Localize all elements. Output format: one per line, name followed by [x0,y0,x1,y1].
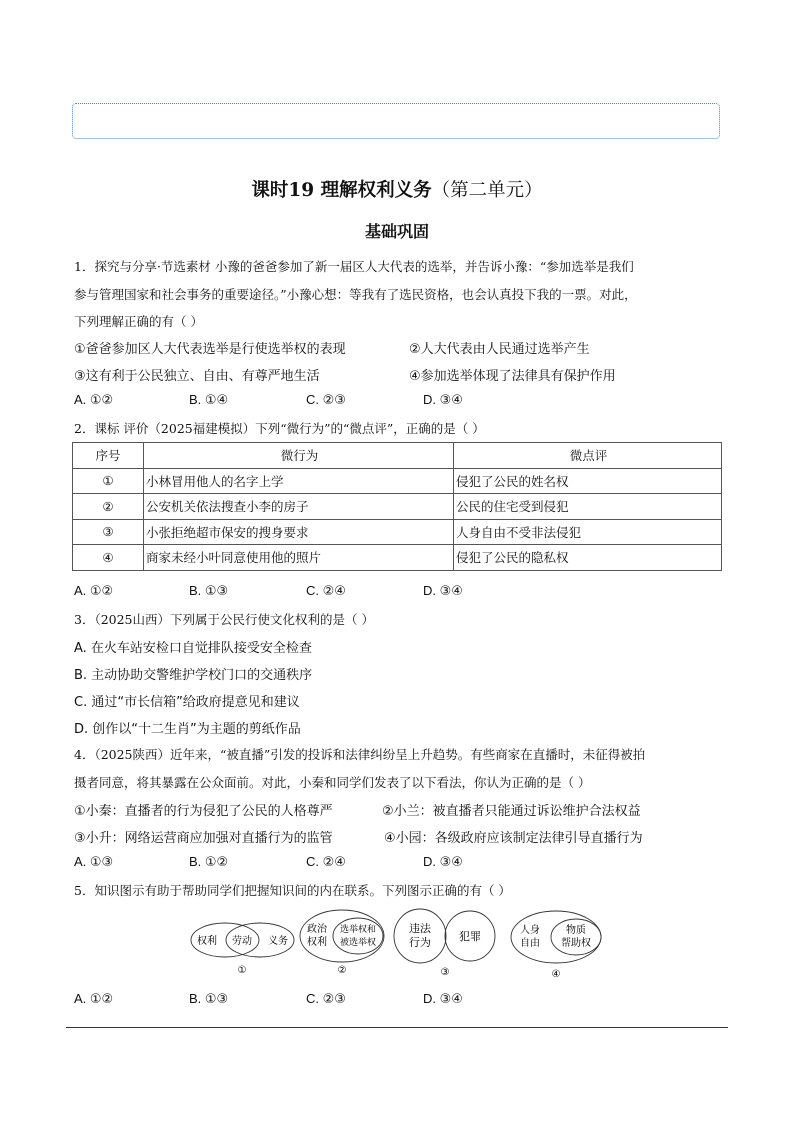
footer-rule [66,1027,728,1028]
q5-diagrams [180,903,620,988]
diagram-1-label-overlap: 劳动 [232,936,252,947]
q3-stem: 3．（2025山西）下列属于公民行使文化权利的是（ ） [74,612,374,627]
table-cell-number: ② [73,494,144,520]
q3-option-a[interactable]: A. 在火车站安检口自觉排队接受安全检查 [74,641,312,656]
table-row [73,519,722,545]
q1-statement-1: ①爸爸参加区人大代表选举是行使选举权的表现 [74,342,346,357]
diagram-3-number: ③ [440,967,450,978]
q2-answer-b[interactable]: B. ①③ [189,583,229,598]
table-cell-comment: 侵犯了公民的隐私权 [454,545,722,571]
q4-statement-2: ②小兰：被直播者只能通过诉讼维护合法权益 [382,804,641,819]
q5-stem: 5．知识图示有助于帮助同学们把握知识间的内在联系。下列图示正确的有（ ） [74,883,511,898]
table-cell-comment: 公民的住宅受到侵犯 [454,494,722,520]
title-paren: （第二单元） [431,180,543,201]
table-row [73,494,722,520]
table-cell-behavior: 商家未经小叶同意使用他的照片 [144,545,454,571]
q4-answer-b[interactable]: B. ①② [189,854,229,869]
diagram-4-number: ④ [551,969,561,980]
q3-option-c[interactable]: C. 通过“市长信箱”给政府提意见和建议 [74,695,300,710]
q1-answer-c[interactable]: C. ②③ [306,392,346,407]
table-cell-behavior: 小张拒绝超市保安的搜身要求 [144,519,454,545]
title-main: 课时19 理解权利义务 [251,180,432,201]
table-cell-behavior: 小林冒用他人的名字上学 [144,468,454,494]
q1-statement-4: ④参加选举体现了法律具有保护作用 [409,369,616,384]
diagram-4-ellipse-outer [511,911,601,963]
table-header-cell: 微点评 [454,443,722,469]
table-cell-number: ④ [73,545,144,571]
diagram-1-number: ① [237,965,247,976]
diagram-2-inner-text-1: 选举权和 [339,925,377,935]
q2-answer-c[interactable]: C. ②④ [306,583,346,598]
diagram-2-ellipse-outer [300,910,384,962]
table-header-cell: 微行为 [144,443,454,469]
diagram-3-left-text-2: 行为 [409,936,431,949]
q1-line-3: 下列理解正确的有（ ） [74,314,203,329]
q1-answer-b[interactable]: B. ①④ [189,392,229,407]
q1-answer-a[interactable]: A. ①② [74,392,114,407]
q4-statement-1: ①小秦：直播者的行为侵犯了公民的人格尊严 [74,804,333,819]
diagram-4 [511,911,601,980]
q4-statement-4: ④小园：各级政府应该制定法律引导直播行为 [384,831,643,846]
q4-answer-a[interactable]: A. ①③ [74,854,114,869]
q1-line-2: 参与管理国家和社会事务的重要途径。”小豫心想：等我有了选民资格，也会认真投下我的一票。对此， [74,287,637,302]
q1-answer-d[interactable]: D. ③④ [423,392,463,407]
diagram-2-outer-text-1: 政治 [307,924,327,935]
diagram-1 [191,923,294,976]
diagram-4-outer-text-2: 自由 [520,938,540,949]
q5-answer-c[interactable]: C. ②③ [306,991,346,1006]
q2-answer-d[interactable]: D. ③④ [423,583,463,598]
q4-line-1: 4．（2025陕西）近年来，“被直播”引发的投诉和法律纠纷呈上升趋势。有些商家在直播时，未征得被拍 [74,747,646,762]
diagram-1-label-left: 权利 [197,936,217,947]
table-row [73,545,722,571]
q3-option-d[interactable]: D. 创作以“十二生肖”为主题的剪纸作品 [74,722,301,737]
q4-statement-3: ③小升：网络运营商应加强对直播行为的监管 [74,831,333,846]
q5-answer-b[interactable]: B. ①③ [189,991,229,1006]
diagram-2 [300,910,384,976]
diagram-4-inner-text-1: 物质 [566,925,586,936]
q4-answer-d[interactable]: D. ③④ [423,854,463,869]
q2-table [72,442,722,571]
diagram-2-outer-text-2: 权利 [307,937,327,948]
q3-option-b[interactable]: B. 主动协助交警维护学校门口的交通秩序 [74,668,313,683]
diagram-1-label-right: 义务 [268,936,288,947]
q5-answer-a[interactable]: A. ①② [74,991,114,1006]
table-cell-comment: 侵犯了公民的姓名权 [454,468,722,494]
diagram-4-outer-text-1: 人身 [520,925,540,936]
q2-stem: 2．课标 评价（2025福建模拟）下列“微行为”的“微点评”，正确的是（ ） [74,421,485,436]
table-header-row [73,443,722,469]
q4-line-2: 摄者同意，将其暴露在公众面前。对此，小秦和同学们发表了以下看法，你认为正确的是（ ） [74,775,591,790]
table-cell-number: ① [73,468,144,494]
diagram-3-left-text-1: 违法 [409,922,431,935]
table-header-cell: 序号 [73,443,144,469]
table-row [73,468,722,494]
header-box [72,103,720,139]
q2-answer-a[interactable]: A. ①② [74,583,114,598]
diagram-4-inner-text-2: 帮助权 [561,938,591,949]
diagram-3 [394,909,495,978]
q1-line-1: 1．探究与分享·节选素材 小豫的爸爸参加了新一届区人大代表的选举，并告诉小豫：“参加选举是我们 [74,259,634,274]
table-cell-comment: 人身自由不受非法侵犯 [454,519,722,545]
table-cell-behavior: 公安机关依法搜查小李的房子 [144,494,454,520]
diagram-2-number: ② [337,965,347,976]
q1-statement-3: ③这有利于公民独立、自由、有尊严地生活 [74,369,320,384]
table-cell-number: ③ [73,519,144,545]
diagram-3-right-text: 犯罪 [459,930,481,943]
page-title [0,176,794,202]
diagram-2-ellipse-inner [333,918,383,954]
section-title: 基础巩固 [364,222,429,241]
q1-statement-2: ②人大代表由人民通过选举产生 [409,342,590,357]
diagram-2-inner-text-2: 被选举权 [339,938,377,948]
q5-answer-d[interactable]: D. ③④ [423,991,463,1006]
q4-answer-c[interactable]: C. ②④ [306,854,346,869]
